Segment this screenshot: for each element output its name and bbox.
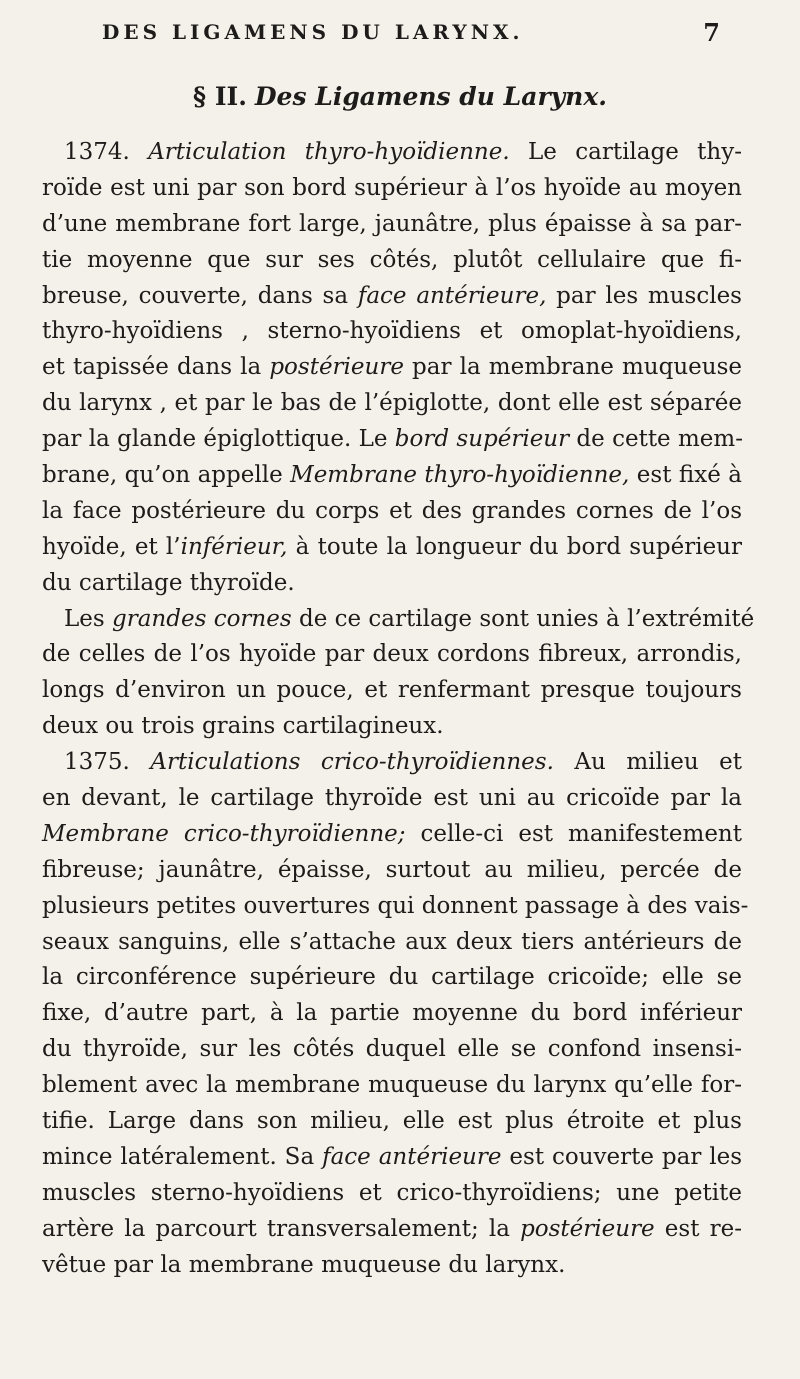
italic-text: Articulations crico-thyroïdiennes. — [150, 749, 554, 776]
text-line — [42, 207, 742, 243]
text-line — [42, 817, 742, 853]
text-line — [42, 1212, 742, 1248]
text-line — [42, 422, 742, 458]
text-line — [42, 314, 742, 350]
italic-text: postérieure — [269, 354, 404, 381]
text-run: Au milieu et — [553, 749, 743, 776]
page-number: 7 — [703, 18, 720, 47]
text-line — [42, 171, 742, 207]
text-line — [42, 1032, 742, 1068]
text-run: la circonférence supérieure du cartilage cricoïde; elle se — [42, 964, 742, 991]
text-run: est couverte par les — [501, 1143, 742, 1170]
italic-text: inférieur, — [180, 533, 288, 560]
text-line — [42, 853, 742, 889]
text-line — [42, 350, 742, 386]
text-run: fixe, d’autre part, à la partie moyenne du bord inférieur — [42, 1000, 742, 1027]
text-line — [42, 889, 749, 925]
text-line — [42, 494, 742, 530]
running-head — [80, 10, 720, 50]
text-line — [42, 996, 742, 1032]
text-line — [42, 279, 742, 315]
italic-text: grandes cornes — [112, 605, 292, 632]
running-title: DES LIGAMENS DU LARYNX. — [102, 20, 524, 44]
italic-text: Articulation thyro-hyoïdienne. — [148, 139, 510, 165]
text-run: breuse, couverte, dans sa — [42, 282, 358, 309]
text-run: thyro-hyoïdiens , sterno-hyoïdiens et omoplat-hyoïdiens, — [42, 318, 742, 345]
text-line — [42, 1068, 742, 1104]
text-run: longs d’environ un pouce, et renfermant presque toujours — [42, 677, 742, 704]
text-line — [42, 1248, 742, 1284]
text-run: du larynx , et par le bas de l’épiglotte, dont elle est séparée — [42, 390, 742, 417]
text-run: Le cartilage thy- — [509, 139, 742, 165]
text-line — [42, 745, 742, 781]
italic-text: face antérieure — [322, 1143, 502, 1170]
text-line — [42, 530, 742, 566]
text-run: 1374. — [64, 139, 149, 165]
text-line — [42, 960, 742, 996]
italic-text: face antérieure, — [357, 282, 547, 309]
text-run: tifie. Large dans son milieu, elle est plus étroite et plus — [42, 1108, 742, 1135]
text-line — [42, 386, 742, 422]
text-run: par les muscles — [546, 282, 742, 309]
italic-text: Membrane crico-thyroïdienne; — [42, 820, 406, 847]
text-run: de ce cartilage sont unies à l’extrémité — [291, 605, 755, 632]
text-run: tie moyenne que sur ses côtés, plutôt cellulaire que fi- — [42, 246, 742, 273]
text-run: Les — [64, 605, 112, 632]
text-run: en devant, le cartilage thyroïde est uni au cricoïde par la — [42, 785, 742, 812]
text-line — [42, 673, 742, 709]
text-run: de celles de l’os hyoïde par deux cordons fibreux, arrondis, — [42, 641, 742, 668]
text-run: artère la parcourt transversalement; la — [42, 1215, 521, 1242]
text-run: fibreuse; jaunâtre, épaisse, surtout au milieu, percée de — [42, 856, 742, 883]
text-run: 1375. — [64, 749, 151, 776]
text-run: et tapissée dans la — [42, 354, 270, 381]
text-line — [42, 781, 742, 817]
text-run: hyoïde, et l’ — [42, 533, 181, 560]
italic-text: postérieure — [520, 1215, 655, 1242]
text-line — [42, 135, 742, 171]
text-run: la face postérieure du corps et des grandes cornes de l’os — [42, 497, 742, 524]
text-run: vêtue par la membrane muqueuse du larynx. — [42, 1251, 566, 1278]
text-line — [42, 1104, 742, 1140]
italic-text: Membrane thyro-hyoïdienne, — [290, 462, 630, 489]
text-run: est fixé à — [629, 462, 742, 489]
section-heading — [0, 82, 800, 111]
text-line — [42, 458, 742, 494]
text-line — [42, 637, 742, 673]
text-run: de cette mem- — [569, 426, 743, 453]
text-run: plusieurs petites ouvertures qui donnent passage à des vais- — [42, 892, 749, 919]
text-run: par la membrane muqueuse — [403, 354, 742, 381]
italic-text: bord supérieur — [394, 426, 570, 453]
body-text — [42, 135, 755, 1284]
text-run: par la glande épiglottique. Le — [42, 426, 395, 453]
text-run: deux ou trois grains cartilagineux. — [42, 713, 444, 740]
text-run: muscles sterno-hyoïdiens et crico-thyroïdiens; une petite — [42, 1179, 742, 1206]
text-line — [42, 709, 742, 745]
text-run: à toute la longueur du bord supérieur — [287, 533, 742, 560]
text-run: roïde est uni par son bord supérieur à l’os hyoïde au moyen — [42, 174, 742, 201]
text-run: du thyroïde, sur les côtés duquel elle se confond insensi- — [42, 1036, 742, 1063]
text-line — [42, 602, 755, 638]
text-run: mince latéralement. Sa — [42, 1143, 323, 1170]
section-number: § II. — [193, 82, 247, 111]
text-line — [42, 566, 742, 602]
text-line — [42, 1176, 742, 1212]
text-line — [42, 243, 742, 279]
text-run: seaux sanguins, elle s’attache aux deux tiers antérieurs de — [42, 928, 742, 955]
text-run: celle-ci est manifestement — [405, 820, 742, 847]
text-run: d’une membrane fort large, jaunâtre, plus épaisse à sa par- — [42, 210, 742, 237]
text-line — [42, 925, 742, 961]
text-run: brane, qu’on appelle — [42, 462, 291, 489]
text-run: du cartilage thyroïde. — [42, 569, 295, 596]
text-run: est re- — [654, 1215, 742, 1242]
text-line — [42, 1140, 742, 1176]
section-title: Des Ligamens du Larynx. — [254, 82, 607, 111]
text-run: blement avec la membrane muqueuse du larynx qu’elle for- — [42, 1072, 742, 1099]
